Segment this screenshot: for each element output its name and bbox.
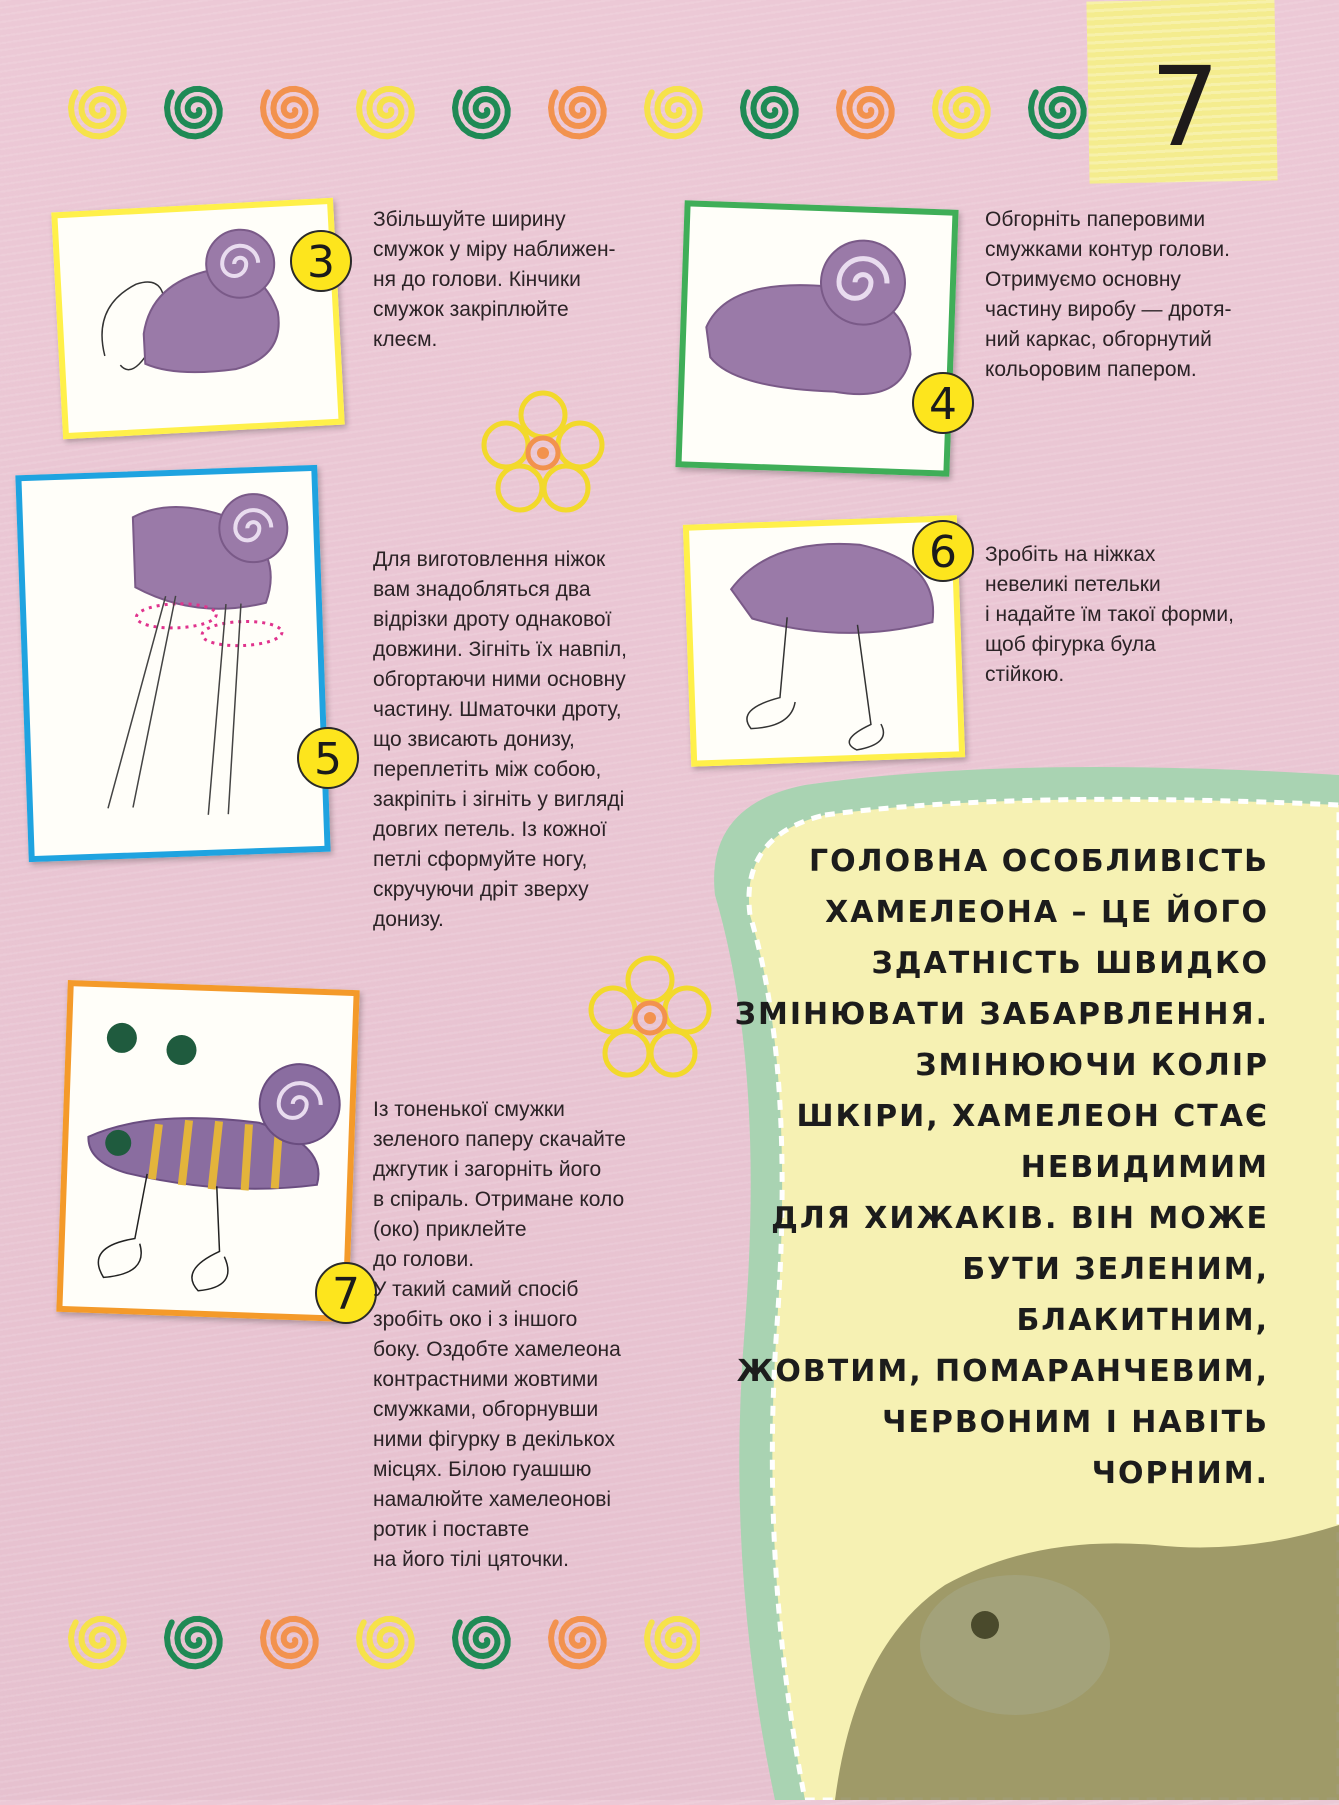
decorative-spiral-row-top (60, 70, 1100, 150)
step-6-text: Зробіть на ніжках невеликі петельки і надайте їм такої форми, щоб фігурка була стійкою. (985, 543, 1234, 686)
chameleon-craft-illustration-7 (63, 986, 354, 1316)
spiral-icon (839, 89, 892, 136)
chameleon-craft-illustration-3 (58, 204, 339, 433)
spiral-icon (647, 1619, 700, 1667)
step-5-text: Для виготовлення ніжок вам знадобляться два відрізки дроту однакової довжини. Зігніть їх навпіл, обгортаючи ними основну частину. Шматочки дроту, що звисають донизу, переплетіть між собою, закріпіть і зігніть у вигляді довгих петель. Із кожної петлі сформуйте ногу, скручуючи дріт зверху донизу. (373, 548, 628, 931)
page-number: 7 (1150, 43, 1220, 171)
spiral-icon (551, 1619, 604, 1667)
step-4-number: 4 (912, 372, 974, 434)
spiral-icon (551, 89, 604, 136)
spiral-icon (647, 89, 700, 136)
spiral-icon (359, 89, 412, 136)
step-3-number: 3 (290, 230, 352, 292)
spiral-icon (455, 1619, 508, 1667)
spiral-icon (455, 89, 508, 136)
spiral-icon (935, 89, 988, 136)
step-7-number: 7 (315, 1262, 377, 1324)
decorative-flower-top (468, 385, 618, 520)
step-4-image (675, 200, 958, 476)
spiral-icon (743, 89, 796, 136)
step-3-text: Збільшуйте ширину смужок у міру наближен- ня до голови. Кінчики смужок закріплюйте клеєм. (373, 208, 616, 351)
step-6-number: 6 (912, 520, 974, 582)
spiral-icon (167, 1619, 220, 1667)
decorative-flower-bottom (575, 950, 725, 1085)
spiral-icon (167, 89, 220, 136)
spiral-icon (359, 1619, 412, 1667)
chameleon-craft-illustration-4 (682, 207, 953, 471)
spiral-icon (263, 89, 316, 136)
step-5-number: 5 (297, 727, 359, 789)
step-4-text: Обгорніть паперовими смужками контур голови. Отримуємо основну частину виробу — дротя- ний каркас, обгорнутий кольоровим папером. (985, 208, 1232, 381)
fact-text: ГОЛОВНА ОСОБЛИВІСТЬ ХАМЕЛЕОНА – ЦЕ ЙОГО ЗДАТНІСТЬ ШВИДКО ЗМІНЮВАТИ ЗАБАРВЛЕННЯ. ЗМІНЮЮЧИ КОЛІР ШКІРИ, ХАМЕЛЕОН СТАЄ НЕВИДИМИМ ДЛЯ ХИЖАКІВ. ВІН МОЖЕ БУТИ ЗЕЛЕНИМ, БЛАКИТНИМ, ЖОВТИМ, ПОМАРАНЧЕВИМ, ЧЕРВОНИМ І НАВІТЬ ЧОРНИМ. (734, 844, 1269, 1491)
spiral-icon (263, 1619, 316, 1667)
spiral-icon (1031, 89, 1084, 136)
spiral-icon (71, 89, 124, 136)
step-7-image (56, 980, 359, 1322)
step-7-text: Із тоненької смужки зеленого паперу скачайте джгутик і загорніть його в спіраль. Отримане коло (око) приклейте до голови. У такий самий спосіб зробіть око і з іншого боку. Оздобте хамелеона контрастними жовтими смужками, обгорнувши ними фігурку в декількох місцях. Білою гуашшю намалюйте хамелеонові ротик і поставте на його тілі цяточки. (373, 1098, 626, 1571)
spiral-icon (71, 1619, 124, 1667)
step-3-image (51, 198, 344, 439)
chameleon-craft-illustration-5 (22, 471, 325, 856)
step-5-image (15, 465, 330, 862)
decorative-spiral-row-bottom (60, 1600, 700, 1680)
